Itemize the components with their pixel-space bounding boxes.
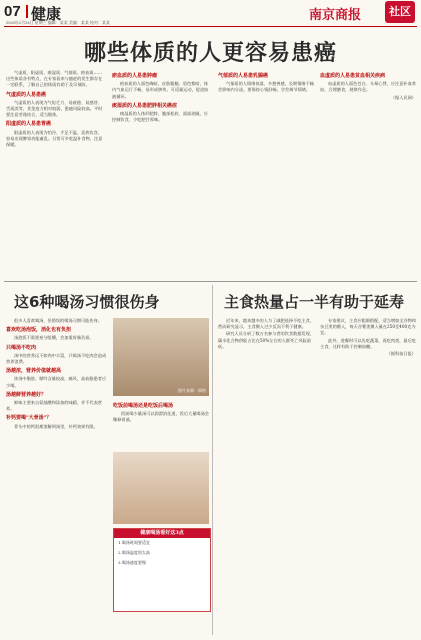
article3-p2: 研究人员分析了数万名参与者的饮食数据发现，碳水化合物供能占比在50%左右的人群死亡风险最低。 bbox=[218, 331, 314, 349]
article3-p3: 专家建议，主食应粗细搭配，适当增加全谷物和杂豆类的摄入，每天谷薯类摄入量在250至400克为宜。 bbox=[320, 318, 416, 336]
article1-sub4: 痰湿质的人易患肥胖相关癌症 bbox=[112, 102, 178, 109]
header-rule bbox=[4, 26, 417, 27]
article2-p1: 很多人喜欢喝汤，但错误的喝汤习惯可能伤身。 bbox=[14, 318, 102, 323]
tips-box bbox=[113, 528, 211, 612]
section-name: 健康 bbox=[31, 6, 62, 23]
article2-title: 这6种喝汤习惯很伤身 bbox=[14, 293, 160, 311]
article1-p6: 血虚质的人面色苍白、头晕心悸，应注意补血养血，合理膳食，规律作息。 bbox=[320, 81, 416, 93]
article2-sub3: 汤越浓，营养价值就越高 bbox=[6, 368, 62, 375]
header-divider bbox=[26, 5, 28, 18]
article1-title: 哪些体质的人更容易患癌 bbox=[83, 41, 337, 66]
article1-sub3: 瘀血质的人易患肿瘤 bbox=[112, 73, 158, 79]
photo-caption: 图片来源：网络 bbox=[178, 388, 206, 393]
article3-p1: 近年来，越来越多的人为了减肥选择不吃主食，然而研究显示，主食摄入过少反而不利于健康。 bbox=[218, 318, 314, 330]
tips-box-title: 健康喝汤看好这3点 bbox=[114, 529, 210, 538]
article2-p3: 汤中的营养远不如肉中丰富，只喝汤不吃肉会造成营养浪费。 bbox=[6, 352, 107, 365]
article2-col2 bbox=[113, 400, 209, 425]
article3-p4: 此外，进餐时可以先吃蔬菜，再吃肉类，最后吃主食，这样有助于控制血糖。 bbox=[320, 337, 416, 349]
article1-p3: 瘀血质的人面色晦暗、皮肤粗糙、唇色紫暗，体内气血运行不畅，易形成肿块。可适量运动，促进血液循环。 bbox=[112, 81, 209, 99]
article1-p4: 痰湿质的人体形肥胖、腹部松软、面部油腻，应控制饮食，少吃肥甘厚味。 bbox=[112, 111, 208, 123]
article3-col2 bbox=[320, 318, 416, 358]
page-header bbox=[0, 0, 421, 26]
article1-sub5: 气郁质的人易患乳腺癌 bbox=[218, 73, 269, 79]
paper-logo: 社区 bbox=[385, 1, 415, 23]
article2-col1 bbox=[6, 318, 108, 431]
article1-col1 bbox=[6, 70, 104, 149]
article2-sub4: 汤越鲜营养越好？ bbox=[6, 391, 47, 398]
article1-sub2: 阳虚质的人易患胃癌 bbox=[6, 121, 52, 128]
article1-p5: 气郁质的人情绪低落、多愁善感，长期情绪不畅会影响内分泌。要保持心情舒畅，学会调节情绪。 bbox=[218, 81, 314, 93]
article1-sub6: 血虚质的人易患贫血相关疾病 bbox=[320, 73, 386, 79]
article1-col4 bbox=[320, 70, 416, 102]
article2-p7: 饭前喝少量汤可以润滑消化道，饭后大量喝汤会稀释胃液。 bbox=[113, 411, 209, 423]
article2-photo-soup bbox=[113, 318, 209, 396]
article2-sub2: 只喝汤不吃肉 bbox=[6, 344, 37, 351]
article2-sub5: 补钙要喝"大骨汤"？ bbox=[6, 415, 52, 422]
tips-item: 3.喝汤速度要慢 bbox=[118, 560, 146, 565]
article3-col1 bbox=[218, 318, 314, 351]
article1-col3 bbox=[218, 70, 316, 95]
article1-p2: 阳虚质的人表现为怕冷、手足不温、喜热饮食，容易出现脾胃功能紊乱。日常可多吃温补食物，注意保暖。 bbox=[6, 129, 103, 148]
article1-sub1: 气虚质的人易患癌 bbox=[6, 91, 47, 98]
article2-p6: 骨头中的钙很难溶解到汤里，补钙效果有限。 bbox=[14, 423, 98, 429]
article2-sub1: 喜欢吃汤泡饭，消化也有负担 bbox=[6, 327, 72, 334]
article2-photo-bowl bbox=[113, 452, 209, 524]
article2-p2: 汤泡饭不需要充分咀嚼，会加重胃肠负担。 bbox=[14, 335, 94, 341]
section-divider bbox=[4, 281, 417, 282]
article3-title: 主食热量占一半有助于延寿 bbox=[224, 293, 405, 311]
article2-p4: 浓汤中脂肪、嘌呤含量较高，痛风、高血脂患者应少喝。 bbox=[6, 376, 107, 388]
article1-lead: 气虚质、阳虚质、痰湿质、气郁质、瘀血质……这些体质各有特点，在专家看来与癌症的发生都存在一定联系，了解自己的体质有助于及早预防。 bbox=[6, 70, 103, 88]
paper-name: 南京商报 bbox=[309, 7, 362, 22]
column-divider bbox=[212, 285, 213, 635]
article1-p1: 气虚质的人表现为气短乏力、易疲倦、易感冒、舌质淡等，其免疫力相对较弱，患癌风险较高。平时要注意劳逸结合，适当锻炼。 bbox=[6, 99, 103, 118]
article2-p5: 鲜味主要来自氨基酸和添加的味精，并不代表营养。 bbox=[6, 400, 102, 412]
article1-source: （据人民网） bbox=[390, 94, 416, 100]
tips-item: 1.喝汤时间要适宜 bbox=[118, 540, 150, 545]
article1-col2 bbox=[112, 70, 210, 124]
tips-item: 2.喝汤温度别太高 bbox=[118, 550, 150, 555]
article2-sub6: 吃饭前喝汤还是吃饭后喝汤 bbox=[113, 403, 174, 409]
article3-source: （据科技日报） bbox=[386, 351, 416, 357]
date-line: 2024年1月24日 星期三 编辑：某某 美编：某某 校对：某某 bbox=[6, 20, 111, 25]
page-number: 07 bbox=[4, 3, 21, 20]
